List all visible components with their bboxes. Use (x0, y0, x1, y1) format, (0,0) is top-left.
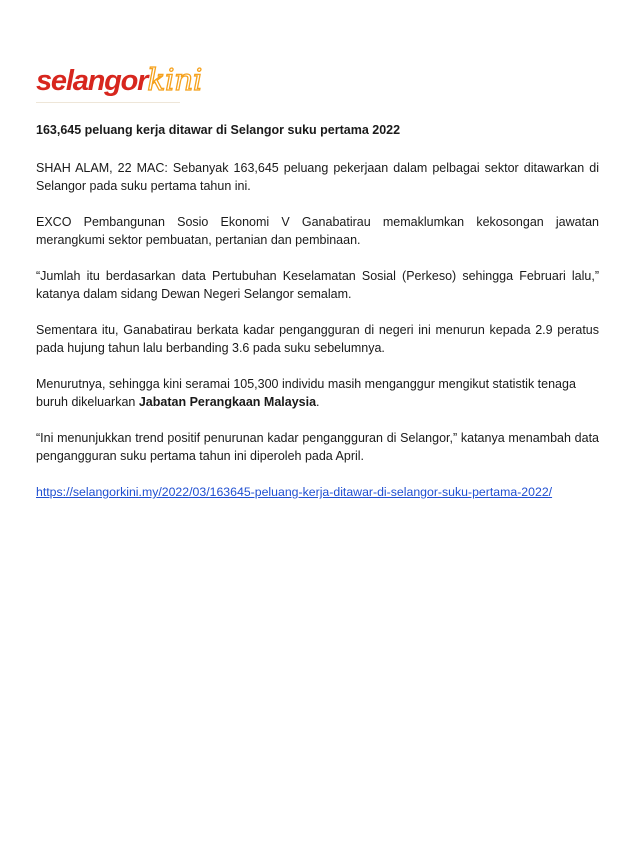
logo-text-selangor: selangor (36, 65, 148, 97)
paragraph-1: SHAH ALAM, 22 MAC: Sebanyak 163,645 peluang pekerjaan dalam pelbagai sektor ditawarkan di Selangor pada suku pertama tahun ini. (36, 161, 599, 193)
logo-text-kini: kini (147, 63, 202, 98)
source-link-paragraph (36, 483, 599, 501)
paragraph-6: “Ini menunjukkan trend positif penurunan kadar pengangguran di Selangor,” katanya menambah data pengangguran suku pertama tahun ini diperoleh pada April. (36, 431, 599, 463)
paragraph-5 (36, 375, 599, 411)
article-body (36, 121, 599, 519)
paragraph-5-end: . (316, 395, 320, 409)
paragraph-5-text: Menurutnya, sehingga kini seramai 105,300 individu masih menganggur mengikut statistik tenaga buruh dikeluarkan (36, 377, 576, 409)
paragraph-4: Sementara itu, Ganabatirau berkata kadar pengangguran di negeri ini menurun kepada 2.9 peratus pada hujung tahun lalu berbanding 3.6 pada suku sebelumnya. (36, 323, 599, 355)
paragraph-2: EXCO Pembangunan Sosio Ekonomi V Ganabatirau memaklumkan kekosongan jawatan merangkumi sektor pembuatan, pertanian dan pembinaan. (36, 215, 599, 247)
article-title: 163,645 peluang kerja ditawar di Selangor suku pertama 2022 (36, 123, 401, 137)
source-url-link[interactable]: https://selangorkini.my/2022/03/163645-peluang-kerja-ditawar-di-selangor-suku-pertama-2022/ (36, 485, 553, 499)
source-agency-name: Jabatan Perangkaan Malaysia (138, 395, 317, 409)
paragraph-3: “Jumlah itu berdasarkan data Pertubuhan Keselamatan Sosial (Perkeso) sehingga Februari lalu,” katanya dalam sidang Dewan Negeri Selangor semalam. (36, 269, 599, 301)
selangorkini-logo (36, 56, 202, 103)
